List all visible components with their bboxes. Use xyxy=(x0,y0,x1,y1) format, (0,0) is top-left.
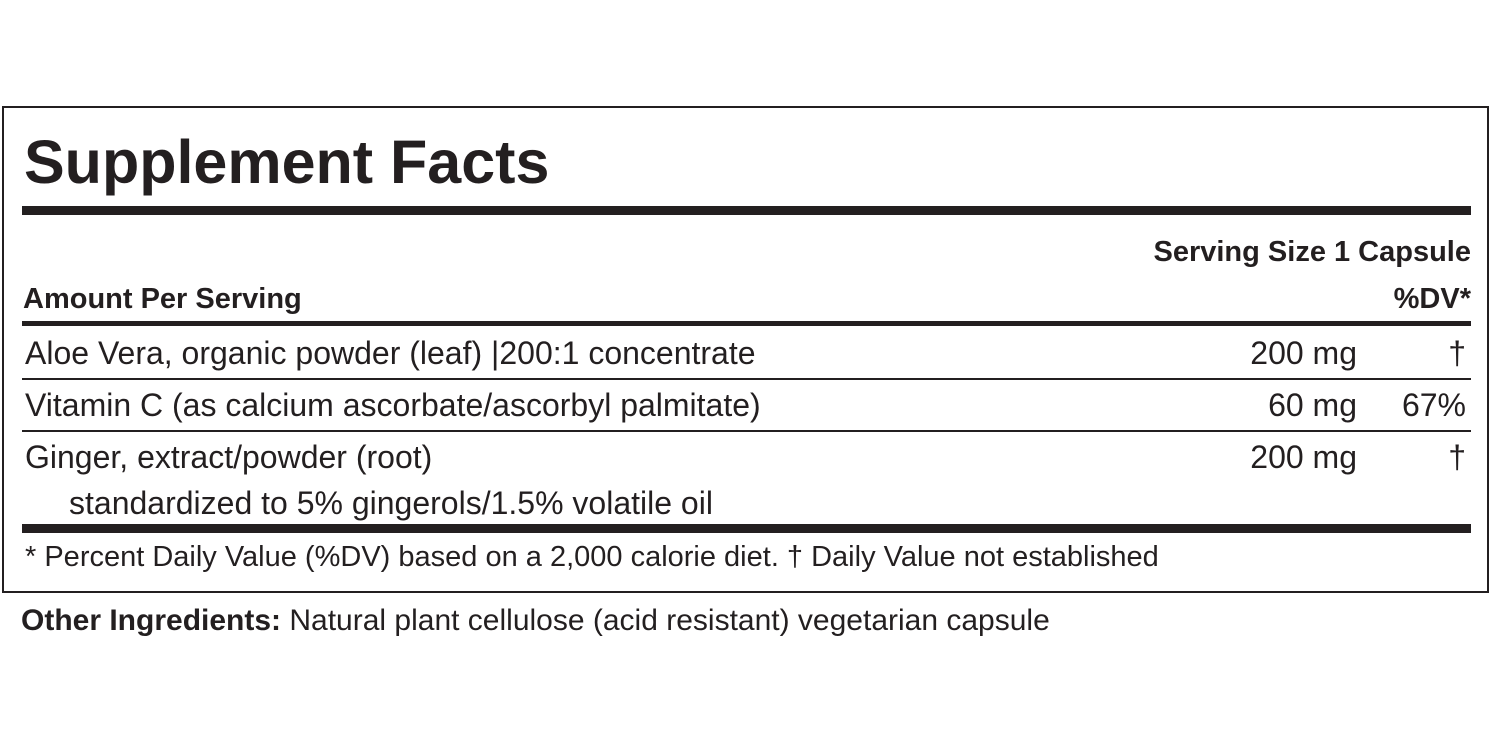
row-divider xyxy=(22,378,1471,380)
ingredient-amount-aloe-vera: 200 mg xyxy=(1250,335,1357,371)
row-divider xyxy=(22,430,1471,432)
ingredient-name-aloe-vera: Aloe Vera, organic powder (leaf) |200:1 concentrate xyxy=(25,335,756,371)
other-ingredients-label: Other Ingredients: xyxy=(21,604,282,637)
serving-size: Serving Size 1 Capsule xyxy=(1153,236,1471,268)
amount-per-serving-header: Amount Per Serving xyxy=(23,283,302,315)
ingredient-detail-ginger: standardized to 5% gingerols/1.5% volatile oil xyxy=(69,485,713,521)
ingredient-dv-ginger: † xyxy=(1448,439,1466,475)
ingredient-dv-aloe-vera: † xyxy=(1448,335,1466,371)
header-divider xyxy=(22,321,1471,326)
daily-value-header: %DV* xyxy=(1393,283,1471,315)
other-ingredients xyxy=(21,601,1050,641)
footer-divider xyxy=(22,524,1471,533)
panel-title: Supplement Facts xyxy=(24,128,550,196)
other-ingredients-text: Natural plant cellulose (acid resistant) vegetarian capsule xyxy=(281,604,1050,637)
ingredient-amount-ginger: 200 mg xyxy=(1250,439,1357,475)
ingredient-name-vitamin-c: Vitamin C (as calcium ascorbate/ascorbyl palmitate) xyxy=(25,387,761,423)
ingredient-dv-vitamin-c: 67% xyxy=(1401,387,1466,423)
title-divider xyxy=(22,206,1471,215)
supplement-facts-panel xyxy=(2,106,1489,593)
ingredient-name-ginger: Ginger, extract/powder (root) xyxy=(25,439,433,475)
ingredient-amount-vitamin-c: 60 mg xyxy=(1268,387,1357,423)
daily-value-footnote: * Percent Daily Value (%DV) based on a 2,000 calorie diet. † Daily Value not established xyxy=(25,541,1159,573)
